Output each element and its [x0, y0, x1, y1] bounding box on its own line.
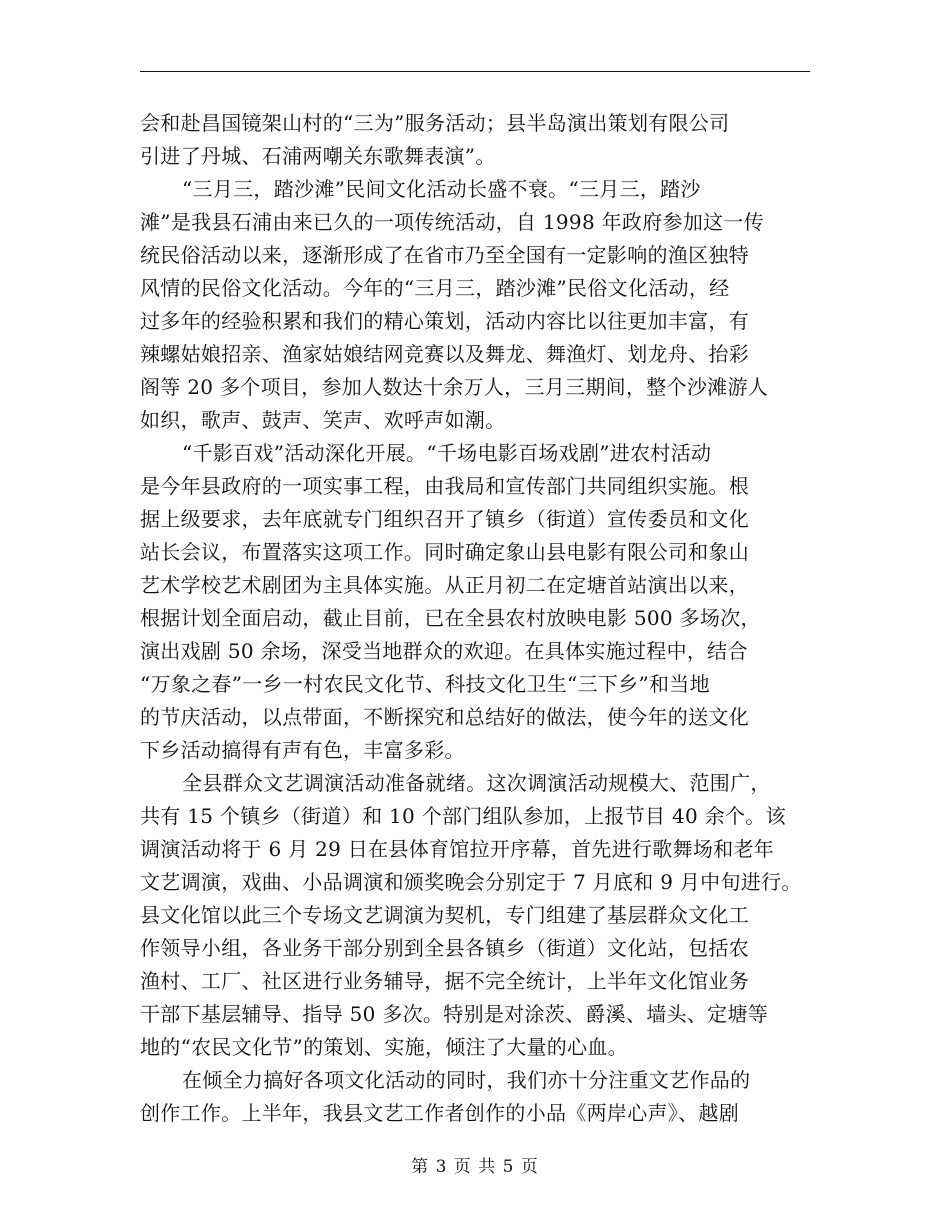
- text-line: 过多年的经验积累和我们的精心策划，活动内容比以往更加丰富，有: [140, 309, 749, 333]
- text-line: 干部下基层辅导、指导 50 多次。特别是对涂茨、爵溪、墙头、定塘等: [140, 1002, 769, 1026]
- text-line: “万象之春”一乡一村农民文化节、科技文化卫生“三下乡”和当地: [140, 672, 710, 696]
- page-footer: 第 3 页 共 5 页: [411, 1157, 539, 1177]
- body-text: [140, 107, 830, 1130]
- header-rule: [140, 71, 810, 72]
- text-line: 是今年县政府的一项实事工程，由我局和宣传部门共同组织实施。根: [140, 474, 749, 498]
- text-line: 在倾全力搞好各项文化活动的同时，我们亦十分注重文艺作品的: [182, 1068, 751, 1092]
- text-line: 县文化馆以此三个专场文艺调演为契机，专门组建了基层群众文化工: [140, 903, 749, 927]
- text-line: 风情的民俗文化活动。今年的“三月三，踏沙滩”民俗文化活动，经: [140, 276, 730, 300]
- text-line: 渔村、工厂、社区进行业务辅导，据不完全统计，上半年文化馆业务: [140, 969, 749, 993]
- text-line: 根据计划全面启动，截止目前，已在全县农村放映电影 500 多场次，: [140, 606, 761, 630]
- text-line: 统民俗活动以来，逐渐形成了在省市乃至全国有一定影响的渔区独特: [140, 243, 749, 267]
- text-line: 辣螺姑娘招亲、渔家姑娘结网竞赛以及舞龙、舞渔灯、划龙舟、抬彩: [140, 342, 749, 366]
- text-line: 据上级要求，去年底就专门组织召开了镇乡（街道）宣传委员和文化: [140, 507, 749, 531]
- text-line: 演出戏剧 50 余场，深受当地群众的欢迎。在具体实施过程中，结合: [140, 639, 748, 663]
- text-line: 引进了丹城、石浦两嘲关东歌舞表演”。: [140, 144, 496, 168]
- text-line: 下乡活动搞得有声有色，丰富多彩。: [140, 738, 465, 762]
- text-line: 滩”是我县石浦由来已久的一项传统活动，自 1998 年政府参加这一传: [140, 210, 765, 234]
- text-line: 全县群众文艺调演活动准备就绪。这次调演活动规模大、范围广，: [182, 771, 771, 795]
- text-line: 作领导小组，各业务干部分别到全县各镇乡（街道）文化站，包括农: [140, 936, 749, 960]
- text-line: 如织，歌声、鼓声、笑声、欢呼声如潮。: [140, 408, 506, 432]
- text-line: 会和赴昌国镜架山村的“三为”服务活动；县半岛演出策划有限公司: [140, 111, 730, 135]
- text-line: 艺术学校艺术剧团为主具体实施。从正月初二在定塘首站演出以来，: [140, 573, 749, 597]
- text-line: 站长会议，布置落实这项工作。同时确定象山县电影有限公司和象山: [140, 540, 749, 564]
- text-line: 的节庆活动，以点带面，不断探究和总结好的做法，使今年的送文化: [140, 705, 749, 729]
- text-line: 地的“农民文化节”的策划、实施，倾注了大量的心血。: [140, 1035, 628, 1059]
- text-line: 调演活动将于 6 月 29 日在县体育馆拉开序幕，首先进行歌舞场和老年: [140, 837, 775, 861]
- text-line: “三月三，踏沙滩”民间文化活动长盛不衰。“三月三，踏沙: [182, 177, 701, 201]
- text-line: 文艺调演，戏曲、小品调演和颁奖晚会分别定于 7 月底和 9 月中旬进行。: [140, 870, 802, 894]
- text-line: 共有 15 个镇乡（街道）和 10 个部门组队参加，上报节目 40 余个。该: [140, 804, 786, 828]
- text-line: “千影百戏”活动深化开展。“千场电影百场戏剧”进农村活动: [182, 441, 712, 465]
- text-line: 创作工作。上半年，我县文艺工作者创作的小品《两岸心声》、越剧: [140, 1101, 739, 1125]
- text-line: 阁等 20 多个项目，参加人数达十余万人，三月三期间，整个沙滩游人: [140, 375, 769, 399]
